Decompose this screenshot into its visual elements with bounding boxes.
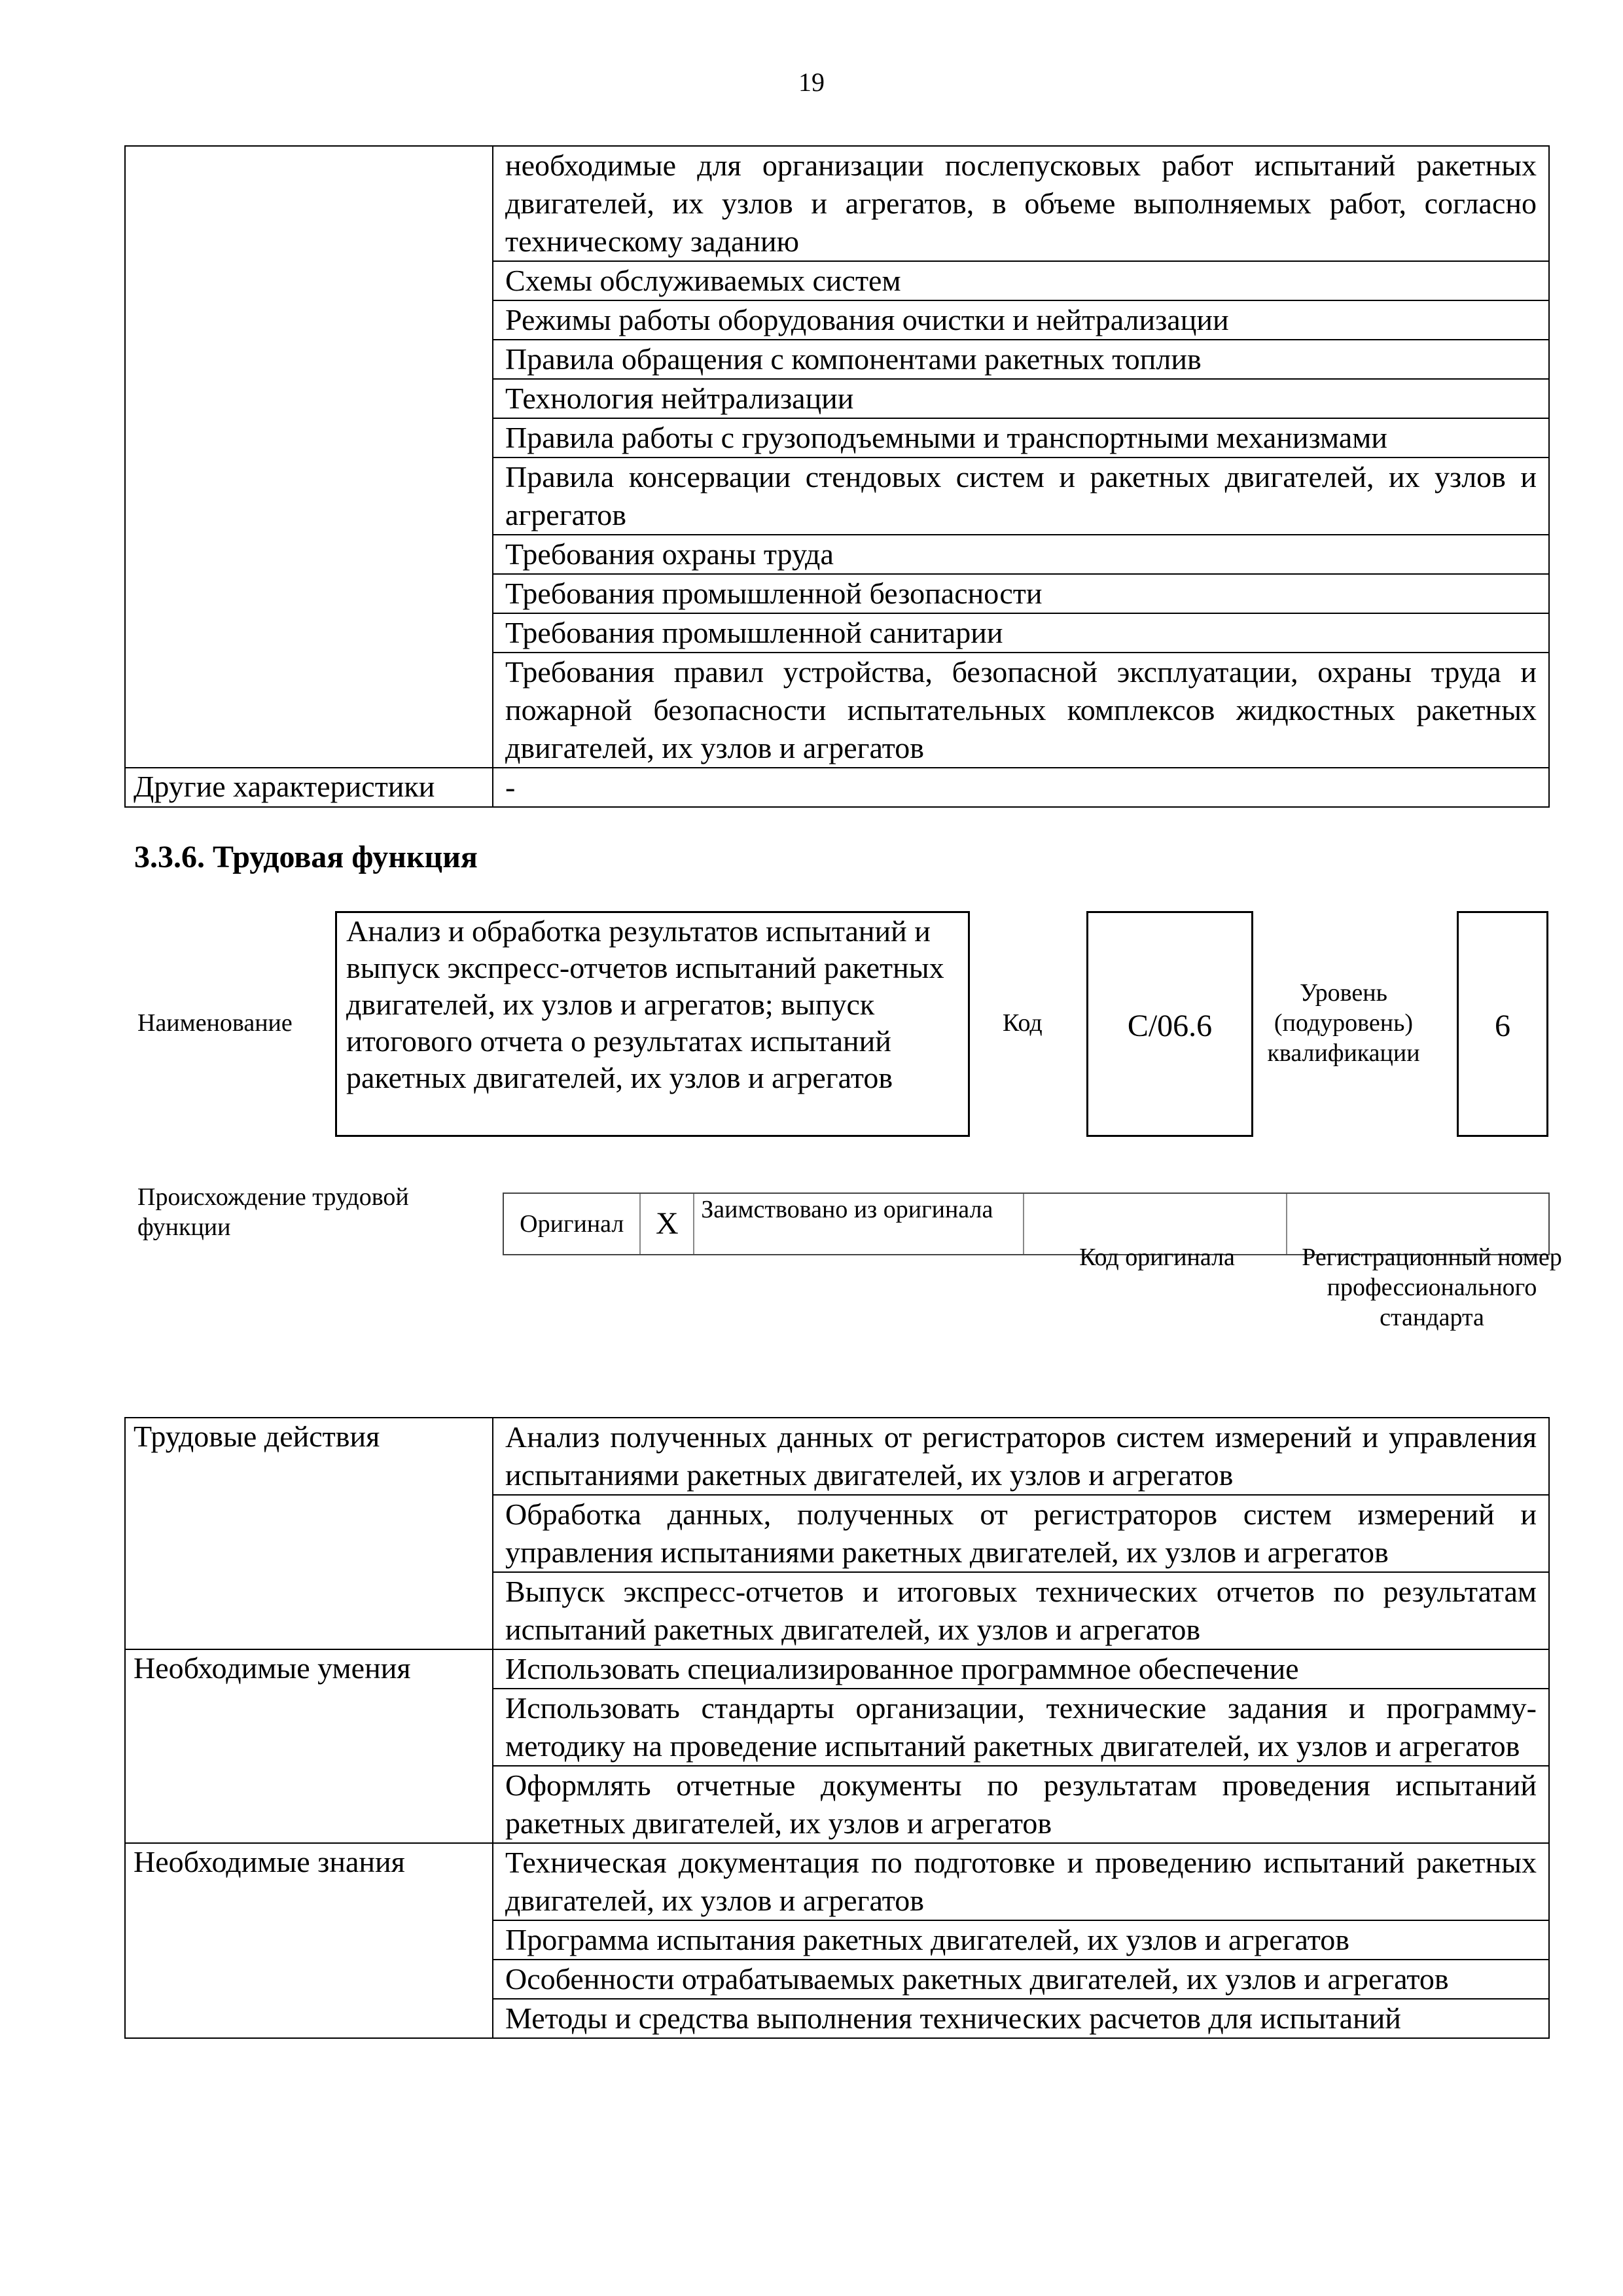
table-cell: Методы и средства выполнения технических расчетов для испытаний xyxy=(493,1999,1549,2038)
knowledge-table-continued xyxy=(124,145,1550,808)
table-cell: Использовать специализированное программное обеспечение xyxy=(493,1649,1549,1689)
level-value: 6 xyxy=(1495,1009,1510,1043)
borrowed-label: Заимствовано из оригинала xyxy=(694,1194,1024,1254)
original-code-caption: Код оригинала xyxy=(1079,1244,1235,1271)
table-cell: Требования промышленной санитарии xyxy=(493,613,1549,653)
section-heading: 3.3.6. Трудовая функция xyxy=(134,840,478,874)
function-name-box xyxy=(335,911,970,1137)
table-cell: Правила обращения с компонентами ракетных топлив xyxy=(493,340,1549,379)
origin-label: Происхождение трудовой функции xyxy=(137,1183,409,1241)
function-name: Анализ и обработка результатов испытаний и выпуск экспресс-отчетов испытаний ракетных двигателей, их узлов и агрегатов; выпуск итогового отчета о результатах испытаний ракетных двигателей, их узлов и агрегатов xyxy=(346,914,944,1094)
table-row xyxy=(125,768,1549,807)
table-cell: Оформлять отчетные документы по результатам проведения испытаний ракетных двигателей, их узлов и агрегатов xyxy=(493,1766,1549,1843)
table-cell: необходимые для организации послепусковых работ испытаний ракетных двигателей, их узлов и агрегатов, в объеме выполняемых работ, согласно техническому заданию xyxy=(493,146,1549,261)
page-number: 19 xyxy=(798,67,825,97)
table-cell: Особенности отрабатываемых ракетных двигателей, их узлов и агрегатов xyxy=(493,1960,1549,1999)
group-label: Необходимые умения xyxy=(125,1649,493,1843)
empty-label-cell xyxy=(125,146,493,768)
table-cell: Использовать стандарты организации, технические задания и программу-методику на проведение испытаний ракетных двигателей, их узлов и агрегатов xyxy=(493,1689,1549,1766)
table-cell: Технология нейтрализации xyxy=(493,379,1549,418)
original-mark: X xyxy=(641,1194,694,1254)
code-box xyxy=(1086,911,1253,1137)
code-value: C/06.6 xyxy=(1127,1009,1213,1043)
other-characteristics-value: - xyxy=(493,768,1549,807)
table-cell: Требования промышленной безопасности xyxy=(493,574,1549,613)
table-cell: Программа испытания ракетных двигателей, их узлов и агрегатов xyxy=(493,1920,1549,1960)
table-cell: Режимы работы оборудования очистки и нейтрализации xyxy=(493,300,1549,340)
table-cell: Правила работы с грузоподъемными и транспортными механизмами xyxy=(493,418,1549,457)
table-cell: Техническая документация по подготовке и проведению испытаний ракетных двигателей, их узлов и агрегатов xyxy=(493,1843,1549,1920)
name-label: Наименование xyxy=(137,1009,293,1037)
reg-number-caption: Регистрационный номер профессионального стандарта xyxy=(1302,1244,1562,1331)
group-label: Необходимые знания xyxy=(125,1843,493,2038)
code-label: Код xyxy=(1003,1009,1043,1037)
table-cell: Схемы обслуживаемых систем xyxy=(493,261,1549,300)
level-label: Уровень (подуровень) квалификации xyxy=(1267,979,1420,1067)
labor-function-table xyxy=(124,1417,1550,2039)
level-box xyxy=(1457,911,1548,1137)
table-cell: Выпуск экспресс-отчетов и итоговых технических отчетов по результатам испытаний ракетных двигателей, их узлов и агрегатов xyxy=(493,1572,1549,1649)
table-cell: Обработка данных, полученных от регистраторов систем измерений и управления испытаниями ракетных двигателей, их узлов и агрегатов xyxy=(493,1495,1549,1572)
original-label: Оригинал xyxy=(504,1194,641,1254)
table-row xyxy=(125,146,1549,261)
table-cell: Анализ полученных данных от регистраторов систем измерений и управления испытаниями ракетных двигателей, их узлов и агрегатов xyxy=(493,1418,1549,1495)
other-characteristics-label: Другие характеристики xyxy=(125,768,493,807)
table-cell: Требования охраны труда xyxy=(493,535,1549,574)
group-label: Трудовые действия xyxy=(125,1418,493,1649)
table-row xyxy=(125,1418,1549,1495)
table-row xyxy=(125,1649,1549,1689)
table-row xyxy=(125,1843,1549,1920)
table-cell: Требования правил устройства, безопасной эксплуатации, охраны труда и пожарной безопасности испытательных комплексов жидкостных ракетных двигателей, их узлов и агрегатов xyxy=(493,653,1549,768)
table-cell: Правила консервации стендовых систем и ракетных двигателей, их узлов и агрегатов xyxy=(493,457,1549,535)
